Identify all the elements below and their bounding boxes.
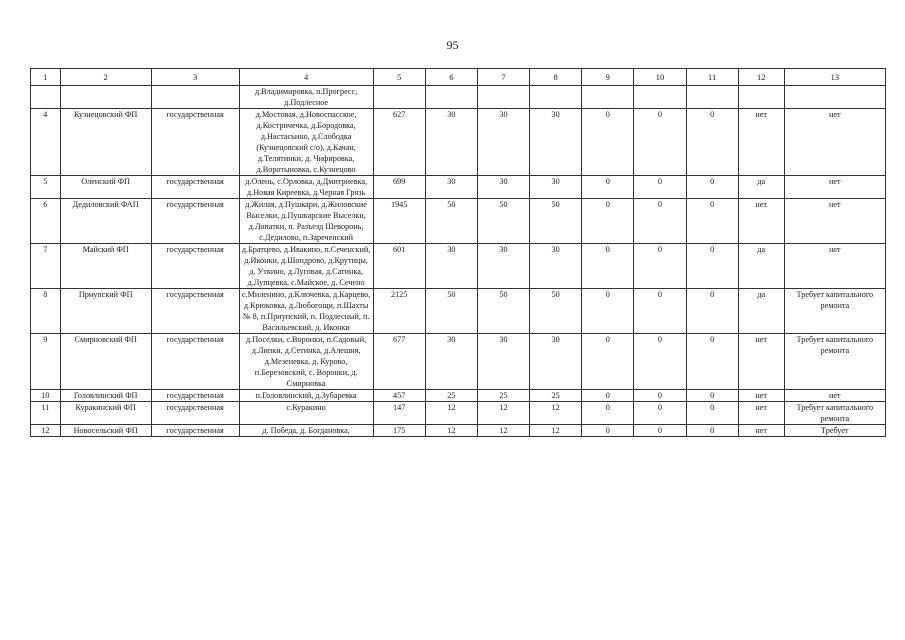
column-header: 13 bbox=[784, 69, 885, 86]
value-6-cell: 50 bbox=[425, 199, 477, 244]
repair-status-cell: Требует капитального ремонта bbox=[784, 334, 885, 390]
row-number-cell: 8 bbox=[31, 289, 61, 334]
table-row bbox=[31, 176, 886, 199]
ownership-type-cell: государственная bbox=[151, 109, 239, 176]
value-10-cell: 0 bbox=[634, 390, 686, 402]
repair-status-cell: нет bbox=[784, 244, 885, 289]
ownership-type-cell: государственная bbox=[151, 176, 239, 199]
value-11-cell: 0 bbox=[686, 390, 738, 402]
value-9-cell: 0 bbox=[582, 334, 634, 390]
row-number-cell: 11 bbox=[31, 402, 61, 425]
column-header: 5 bbox=[373, 69, 425, 86]
row-number-cell: 7 bbox=[31, 244, 61, 289]
column-header: 9 bbox=[582, 69, 634, 86]
value-12-cell: да bbox=[738, 289, 784, 334]
repair-status-cell: нет bbox=[784, 390, 885, 402]
value-12-cell: нет bbox=[738, 390, 784, 402]
repair-status-cell: нет bbox=[784, 176, 885, 199]
facilities-table bbox=[30, 68, 886, 437]
value-8-cell: 12 bbox=[530, 402, 582, 425]
facility-name-cell: Куракинский ФП bbox=[60, 402, 151, 425]
repair-status-cell: нет bbox=[784, 109, 885, 176]
column-header: 12 bbox=[738, 69, 784, 86]
value-7-cell bbox=[477, 86, 529, 109]
value-7-cell: 12 bbox=[477, 425, 529, 437]
value-7-cell: 50 bbox=[477, 289, 529, 334]
value-8-cell: 50 bbox=[530, 199, 582, 244]
column-header: 7 bbox=[477, 69, 529, 86]
value-10-cell: 0 bbox=[634, 109, 686, 176]
ownership-type-cell: государственная bbox=[151, 425, 239, 437]
value-10-cell: 0 bbox=[634, 425, 686, 437]
value-7-cell: 30 bbox=[477, 334, 529, 390]
value-9-cell: 0 bbox=[582, 425, 634, 437]
column-header: 2 bbox=[60, 69, 151, 86]
row-number-cell: 9 bbox=[31, 334, 61, 390]
value-12-cell: да bbox=[738, 176, 784, 199]
population-cell: 677 bbox=[373, 334, 425, 390]
facility-name-cell: Оленский ФП bbox=[60, 176, 151, 199]
value-8-cell: 30 bbox=[530, 176, 582, 199]
value-12-cell: нет bbox=[738, 425, 784, 437]
table-row bbox=[31, 199, 886, 244]
ownership-type-cell: государственная bbox=[151, 199, 239, 244]
table-row bbox=[31, 244, 886, 289]
row-number-cell: 10 bbox=[31, 390, 61, 402]
facility-name-cell: Дедиловский ФАП bbox=[60, 199, 151, 244]
value-11-cell: 0 bbox=[686, 109, 738, 176]
table-row bbox=[31, 390, 886, 402]
row-number-cell: 5 bbox=[31, 176, 61, 199]
population-cell: 2125 bbox=[373, 289, 425, 334]
value-12-cell: нет bbox=[738, 109, 784, 176]
value-9-cell: 0 bbox=[582, 244, 634, 289]
value-12-cell: да bbox=[738, 244, 784, 289]
value-9-cell: 0 bbox=[582, 402, 634, 425]
value-8-cell: 12 bbox=[530, 425, 582, 437]
value-7-cell: 30 bbox=[477, 176, 529, 199]
column-header: 1 bbox=[31, 69, 61, 86]
value-12-cell: нет bbox=[738, 402, 784, 425]
population-cell: 1945 bbox=[373, 199, 425, 244]
table-row bbox=[31, 334, 886, 390]
value-7-cell: 50 bbox=[477, 199, 529, 244]
facility-name-cell: Новосельский ФП bbox=[60, 425, 151, 437]
value-6-cell: 30 bbox=[425, 334, 477, 390]
ownership-type-cell: государственная bbox=[151, 334, 239, 390]
repair-status-cell: Требует капитального ремонта bbox=[784, 289, 885, 334]
value-8-cell: 30 bbox=[530, 334, 582, 390]
ownership-type-cell: государственная bbox=[151, 244, 239, 289]
value-9-cell: 0 bbox=[582, 199, 634, 244]
value-9-cell bbox=[582, 86, 634, 109]
page-number: 95 bbox=[446, 38, 459, 52]
value-6-cell: 30 bbox=[425, 176, 477, 199]
value-11-cell: 0 bbox=[686, 425, 738, 437]
value-6-cell bbox=[425, 86, 477, 109]
value-9-cell: 0 bbox=[582, 109, 634, 176]
population-cell bbox=[373, 86, 425, 109]
value-10-cell: 0 bbox=[634, 244, 686, 289]
value-11-cell: 0 bbox=[686, 176, 738, 199]
value-10-cell: 0 bbox=[634, 334, 686, 390]
header-row bbox=[31, 69, 886, 86]
value-7-cell: 30 bbox=[477, 109, 529, 176]
row-number-cell: 6 bbox=[31, 199, 61, 244]
value-8-cell: 25 bbox=[530, 390, 582, 402]
table-row bbox=[31, 109, 886, 176]
settlements-cell: д.Олень, с.Орловка, д.Дмитриевка, д.Новая Киреевка, д.Черная Грязь bbox=[239, 176, 373, 199]
facility-name-cell: Майский ФП bbox=[60, 244, 151, 289]
settlements-cell: с.Куракино bbox=[239, 402, 373, 425]
population-cell: 601 bbox=[373, 244, 425, 289]
value-8-cell bbox=[530, 86, 582, 109]
population-cell: 699 bbox=[373, 176, 425, 199]
value-12-cell: нет bbox=[738, 199, 784, 244]
settlements-cell: д.Мостовая, д.Новоспасское, д.Костричечка, д.Бородовка, д.Настасьино, д.Слободка (Кузнецовский с/о), д.Качан, д.Телятинки, д. Чифировка, д.Воротыновка, с.Кузнецово bbox=[239, 109, 373, 176]
repair-status-cell bbox=[784, 86, 885, 109]
population-cell: 175 bbox=[373, 425, 425, 437]
column-header: 6 bbox=[425, 69, 477, 86]
value-10-cell bbox=[634, 86, 686, 109]
population-cell: 457 bbox=[373, 390, 425, 402]
facility-name-cell: Головлинский ФП bbox=[60, 390, 151, 402]
table-row bbox=[31, 425, 886, 437]
settlements-cell: д.Братцево, д.Ивакино, п.Сеченский, д.Иконки, д.Шондрово, д.Крутицы, д. Уткино, д.Луговая, д.Сатинка, д.Лупцевка, с.Майское, д. Сечено bbox=[239, 244, 373, 289]
value-11-cell: 0 bbox=[686, 199, 738, 244]
row-number-cell: 4 bbox=[31, 109, 61, 176]
repair-status-cell: Требует bbox=[784, 425, 885, 437]
column-header: 4 bbox=[239, 69, 373, 86]
value-9-cell: 0 bbox=[582, 289, 634, 334]
value-9-cell: 0 bbox=[582, 176, 634, 199]
ownership-type-cell: государственная bbox=[151, 402, 239, 425]
table-row bbox=[31, 402, 886, 425]
value-11-cell: 0 bbox=[686, 289, 738, 334]
value-12-cell: нет bbox=[738, 334, 784, 390]
table-row bbox=[31, 86, 886, 109]
value-7-cell: 12 bbox=[477, 402, 529, 425]
value-8-cell: 50 bbox=[530, 289, 582, 334]
value-9-cell: 0 bbox=[582, 390, 634, 402]
settlements-cell: с.Миленино, д.Ключевка, д.Карцево, д.Крюковка, д.Любогощи, п.Шахты № 8, п.Приупский, п. Подлесный, п. Васильевский, д. Иконки bbox=[239, 289, 373, 334]
column-header: 8 bbox=[530, 69, 582, 86]
facility-name-cell: Приупский ФП bbox=[60, 289, 151, 334]
column-header: 11 bbox=[686, 69, 738, 86]
value-10-cell: 0 bbox=[634, 176, 686, 199]
settlements-cell: п.Головлинский, д.Зубаревка bbox=[239, 390, 373, 402]
value-6-cell: 25 bbox=[425, 390, 477, 402]
row-number-cell: 12 bbox=[31, 425, 61, 437]
value-6-cell: 30 bbox=[425, 109, 477, 176]
value-11-cell: 0 bbox=[686, 244, 738, 289]
ownership-type-cell: государственная bbox=[151, 390, 239, 402]
population-cell: 147 bbox=[373, 402, 425, 425]
value-8-cell: 30 bbox=[530, 109, 582, 176]
value-8-cell: 30 bbox=[530, 244, 582, 289]
facility-name-cell: Кузнецовский ФП bbox=[60, 109, 151, 176]
value-11-cell: 0 bbox=[686, 402, 738, 425]
value-6-cell: 12 bbox=[425, 402, 477, 425]
repair-status-cell: Требует капитального ремонта bbox=[784, 402, 885, 425]
repair-status-cell: нет bbox=[784, 199, 885, 244]
value-11-cell: 0 bbox=[686, 334, 738, 390]
ownership-type-cell bbox=[151, 86, 239, 109]
facility-name-cell: Смирновский ФП bbox=[60, 334, 151, 390]
column-header: 10 bbox=[634, 69, 686, 86]
population-cell: 627 bbox=[373, 109, 425, 176]
value-10-cell: 0 bbox=[634, 289, 686, 334]
value-6-cell: 30 bbox=[425, 244, 477, 289]
value-12-cell bbox=[738, 86, 784, 109]
value-7-cell: 30 bbox=[477, 244, 529, 289]
settlements-cell: д.Поселки, с.Воронки, п.Садовый, д.Липки, д.Сетинка, д.Алешня, д.Мезеневка, д. Курово, п.Березовский, с. Воронки, д. Смирновка bbox=[239, 334, 373, 390]
row-number-cell bbox=[31, 86, 61, 109]
settlements-cell: д.Владимировка, п.Прогресс, д.Подлесное bbox=[239, 86, 373, 109]
settlements-cell: д. Победа, д. Богдановка, bbox=[239, 425, 373, 437]
facility-name-cell bbox=[60, 86, 151, 109]
value-10-cell: 0 bbox=[634, 402, 686, 425]
value-6-cell: 50 bbox=[425, 289, 477, 334]
value-11-cell bbox=[686, 86, 738, 109]
value-6-cell: 12 bbox=[425, 425, 477, 437]
ownership-type-cell: государственная bbox=[151, 289, 239, 334]
table-row bbox=[31, 289, 886, 334]
settlements-cell: д.Жилая, д.Пушкари, д.Жиловские Выселки, д.Пушкарские Выселки, д.Лопатки, п. Разъезд Шеворонь, с.Дедилово, п.Зареченский bbox=[239, 199, 373, 244]
value-10-cell: 0 bbox=[634, 199, 686, 244]
column-header: 3 bbox=[151, 69, 239, 86]
value-7-cell: 25 bbox=[477, 390, 529, 402]
